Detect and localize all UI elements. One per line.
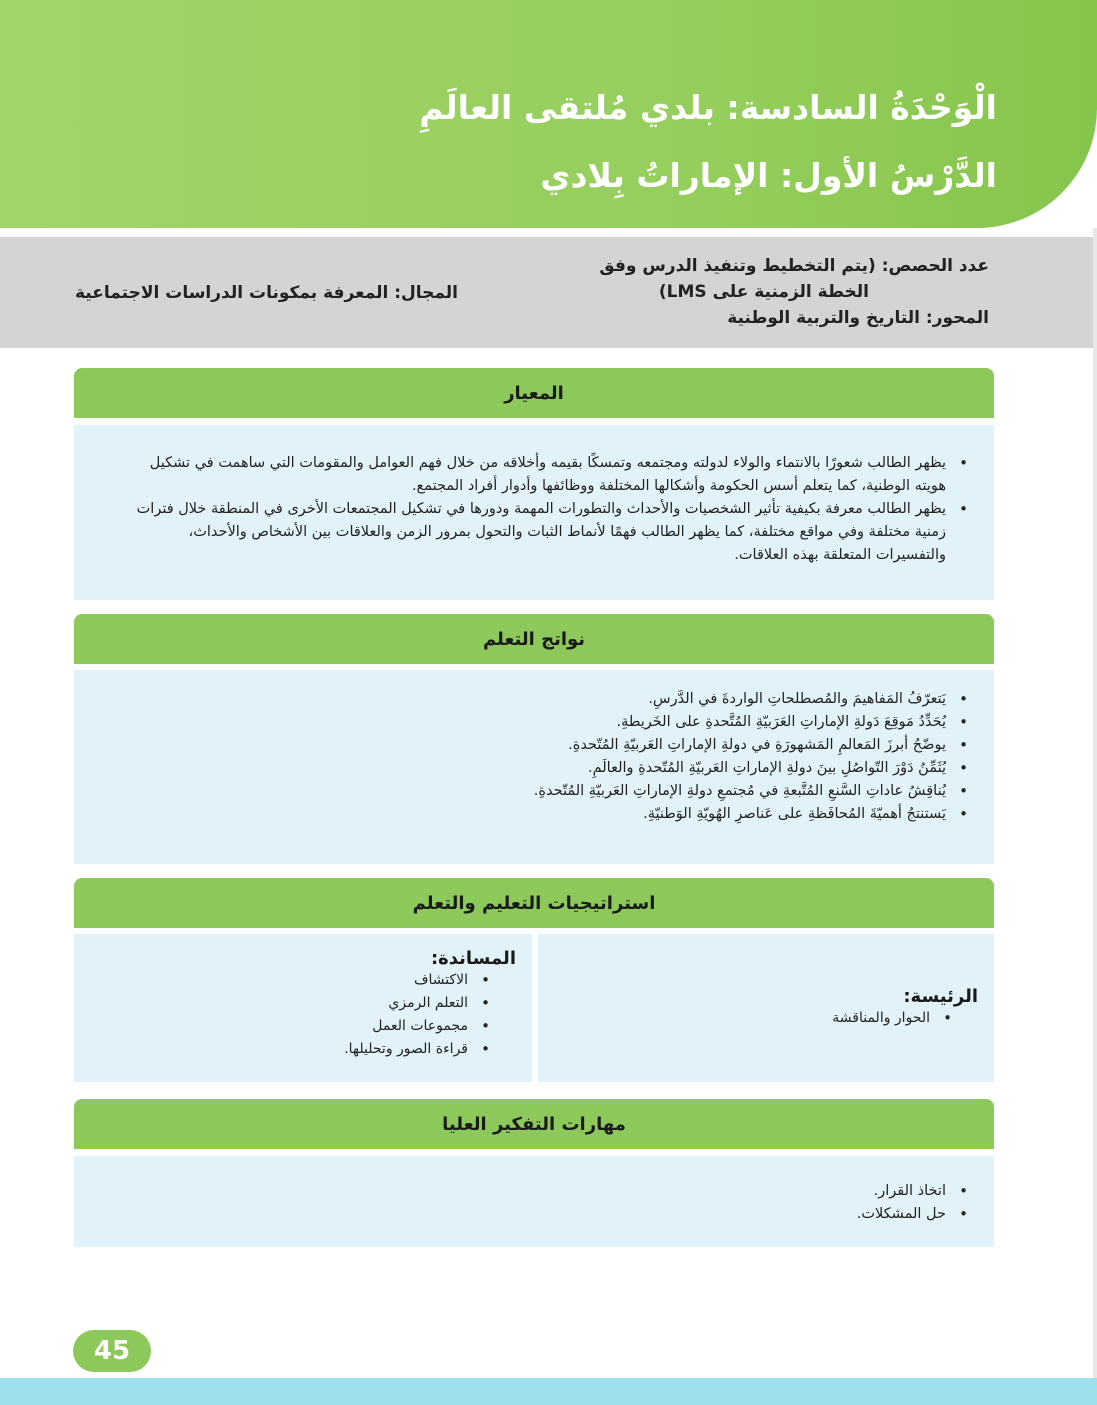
thinking-body: [74, 1156, 994, 1247]
page-number: 45: [73, 1330, 151, 1372]
support-strategy-item: • التعلم الرمزي: [84, 992, 468, 1015]
outcome-item: • يوضّحُ أبرزَ المَعالمِ المَشهورَةِ في دولةِ الإماراتِ العَربيّةِ المُتّحدةِ.: [114, 734, 946, 757]
axis-text: المحور: التاريخ والتربية الوطنية: [727, 308, 989, 328]
outcome-item: • يُثَمِّنُ دَوْرَ التّواصُلِ بينَ دولةِ الإماراتِ العَربيّةِ المُتّحدةِ والعالَمِ.: [114, 757, 946, 780]
support-strategies: [74, 934, 532, 1082]
unit-title: الْوَحْدَةُ السادسة: بلدي مُلتقى العالَمِ: [419, 88, 997, 127]
outcome-item: • يُحَدِّدُ مَوقِعَ دَولةِ الإماراتِ العَرَبيّةِ المُتَّحدةِ على الخَريطةِ.: [114, 711, 946, 734]
lesson-title: الدَّرْسُ الأول: الإماراتُ بِلادي: [540, 156, 997, 195]
outcomes-heading: نواتج التعلم: [74, 614, 994, 664]
periods-line-1: عدد الحصص: (يتم التخطيط وتنفيذ الدرس وفق: [599, 256, 989, 276]
standard-item: • يظهر الطالب شعورًا بالانتماء والولاء لدولته ومجتمعه وتمسكًا بقيمه وأخلاقه من خلال فهم العوامل والمقومات التي ساهمت في تشكيل هويته الوطنية، كما يتعلم أسس الحكومة وأشكالها المختلفة ووظائفها وأدوار أفراد المجتمع.: [122, 452, 946, 498]
thinking-item: • حل المشكلات.: [114, 1203, 946, 1226]
thinking-item: • اتخاذ القرار.: [114, 1180, 946, 1203]
main-strategies-title: الرئيسة:: [903, 986, 978, 1007]
support-strategy-item: • الاكتشاف: [84, 969, 468, 992]
domain-text: المجال: المعرفة بمكونات الدراسات الاجتماعية: [75, 283, 459, 303]
main-strategies: [538, 934, 994, 1082]
strategies-heading: استراتيجيات التعليم والتعلم: [74, 878, 994, 928]
lesson-info: [559, 253, 989, 331]
standard-heading: المعيار: [74, 368, 994, 418]
outcomes-body: [74, 670, 994, 864]
outcome-item: • يَتعرّفُ المَفاهيمَ والمُصطلحاتِ الواردةَ في الدَّرسِ.: [114, 688, 946, 711]
periods-line-2: الخطة الزمنية على LMS): [658, 282, 869, 302]
main-strategy-item: • الحوار والمناقشة: [548, 1007, 930, 1030]
standard-item: • يظهر الطالب معرفة بكيفية تأثير الشخصيات والأحداث والتطورات المهمة ودورها في تشكيل المجتمعات الأخرى في المنطقة خلال فترات زمنية مختلفة وفي مواقع مختلفة، كما يظهر الطالب فهمًا لأنماط الثبات والتحول بمرور الزمن والعلاقات بين الأشخاص والأحداث، والتفسيرات المتعلقة بهذه العلاقات.: [122, 498, 946, 567]
page-edge: [1093, 228, 1097, 1378]
bottom-bar: [0, 1378, 1097, 1405]
support-strategy-item: • مجموعات العمل: [84, 1015, 468, 1038]
outcome-item: • يُناقِشُ عاداتِ السَّنعِ المُتَّبعةِ في مُجتمعِ دولةِ الإماراتِ العَربيّةِ المُتّحدةِ.: [114, 780, 946, 803]
support-strategy-item: • قراءة الصور وتحليلها.: [84, 1038, 468, 1061]
support-strategies-title: المساندة:: [430, 948, 516, 969]
outcome-item: • يَستنتجُ أهميّةَ المُحافَظةِ على عَناصرِ الهُويّةِ الوَطنيّةِ.: [114, 803, 946, 826]
thinking-heading: مهارات التفكير العليا: [74, 1099, 994, 1149]
standard-body: [74, 425, 994, 600]
